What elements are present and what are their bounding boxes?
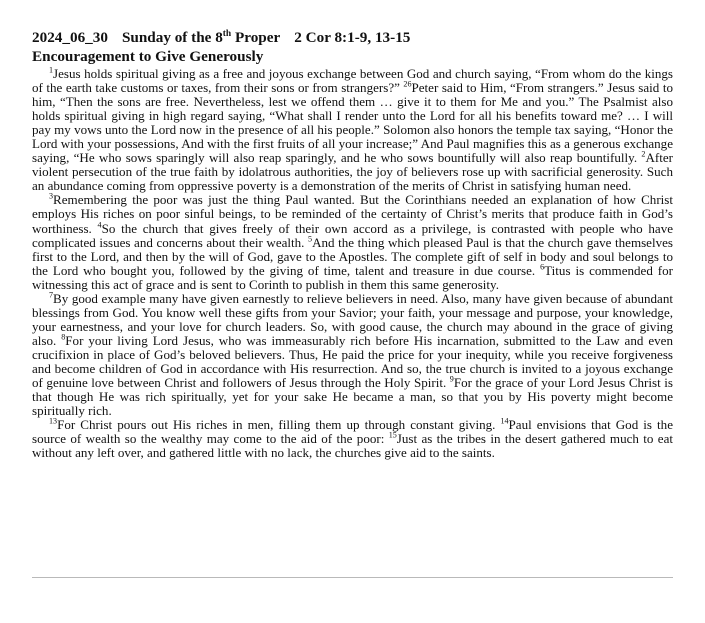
verse-number: 15 [388,430,397,440]
verse-number: 26 [403,79,412,89]
paragraph-2 [32,193,673,291]
verse-text: For Christ pours out His riches in men, filling them up through constant giving. [57,417,501,433]
verse-text: By good example many have given earnestly to relieve believers in need. Also, many have given because of abundant blessings from God. You know well these gifts from your Savior; your faith, your message and purpose, your knowledge, your earnestness, and your love for church leaders. So, with good cause, the church may abound in the grace of giving also. [32,290,673,348]
document-page [32,28,673,460]
verse-number: 4 [97,220,102,230]
verse-text: So the church that gives freely of their own accord as a privilege, is contrasted with people who have complicated issues and concerns about their wealth. [32,220,674,250]
verse-text: After violent persecution of the true faith by idolatrous authorities, the joy of believers rose up with sacrificial generosity. Such an abundance coming from oppressive poverty is a demonstration of the merits of Christ in satisfying human need. [32,150,673,194]
sermon-title: Encouragement to Give Generously [32,48,264,65]
verse-text: For the grace of your Lord Jesus Christ is that though He was rich spiritually, yet for your sake He became a man, so that you by His poverty might become spiritually rich. [32,375,673,419]
verse-number: 14 [500,416,509,426]
verse-number: 5 [308,234,313,244]
paragraph-1 [32,67,673,193]
verse-number: 9 [449,374,454,384]
heading-line [32,28,673,47]
verse-text: And the thing which pleased Paul is that the church gave themselves first to the Lord, and then by the will of God, gave to the Apostles. The complete gift of self in body and soul belongs to the Lord who bought you, followed by the giving of time, talent and treasure in due course. [32,234,673,278]
verse-text: Jesus holds spiritual giving as a free and joyous exchange between God and church saying, “From whom do the kings of the earth take customs or taxes, from their sons or from strangers?” [32,66,673,96]
verse-number: 13 [49,416,58,426]
verse-text: Remembering the poor was just the thing Paul wanted. But the Corinthians needed an explanation of how Christ employs His riches on poor sinful beings, to be reminded of the certainty of Christ’s merits that produce faith in God’s worthiness. [32,192,673,236]
scripture-reference: 2 Cor 8:1-9, 13-15 [294,29,411,46]
verse-number: 1 [49,65,54,75]
sermon-date: 2024_06_30 [32,29,108,46]
sermon-body [32,67,673,460]
verse-text: Paul envisions that God is the source of wealth so the wealthy may come to the aid of the poor: [32,417,673,447]
verse-text: Titus is commended for witnessing this act of grace and is sent to Corinth to publish in them this same generosity. [32,262,673,292]
verse-text: Peter said to Him, “From strangers.” Jesus said to him, “Then the sons are free. Nevertheless, lest we offend them … give it to them for Me and you.” The Psalmist also holds spiritual giving in high regard saying, “What shall I render unto the Lord for all his benefits toward me? … I will pay my vows unto the Lord now in the presence of all his people.” Solomon also honors the temple tax saying, “Honor the Lord with your possessions, And with the first fruits of all your increase;” And Paul magnifies this as a generous exchange saying, “He who sows sparingly will also reap sparingly, and he who sows bountifully will also reap bountifully. [32,80,673,166]
occasion-ordinal: th [222,28,232,39]
verse-number: 8 [61,332,66,342]
paragraph-4 [32,418,673,460]
occasion-prefix: Sunday of the 8 [121,29,223,46]
verse-number: 7 [49,290,54,300]
occasion-suffix: Proper [231,29,281,46]
verse-text: For your living Lord Jesus, who was immeasurably rich before His incarnation, submitted to the Law and even crucifixion in place of God’s beloved believers. Thus, He paid the price for your inequity, while you receive forgiveness and become children of God in accordance with His resurrection. And so, the true church is invited to a joyous exchange of genuine love between Christ and followers of Jesus through the Holy Spirit. [32,332,673,391]
verse-number: 2 [641,149,646,159]
paragraph-3 [32,292,673,418]
verse-text: Just as the tribes in the desert gathered much to eat without any left over, and gathered little with no lack, the churches give aid to the saints. [32,431,673,461]
page-divider [32,577,673,578]
verse-number: 3 [49,192,54,202]
verse-number: 6 [540,262,545,272]
